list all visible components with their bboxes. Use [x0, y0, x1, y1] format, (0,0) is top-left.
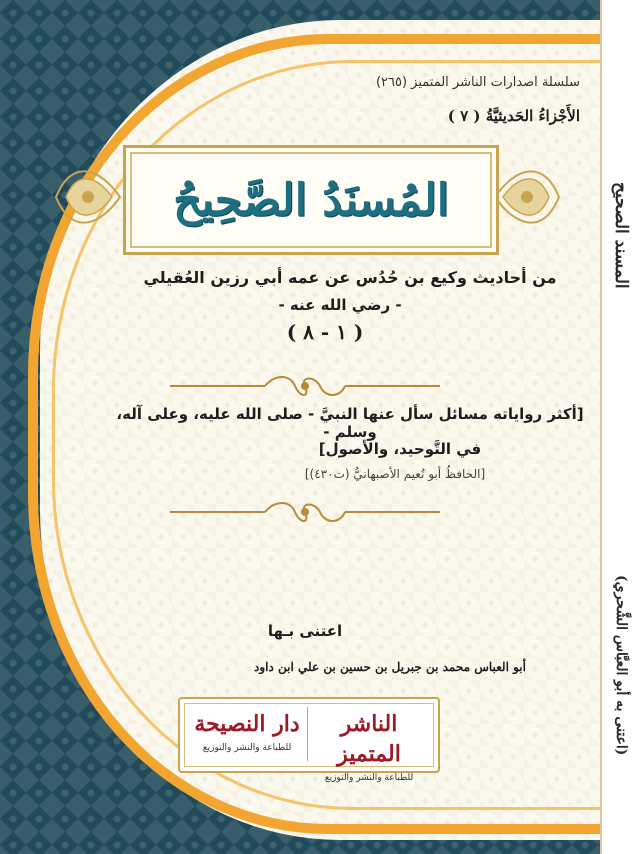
left-ornament-icon	[52, 148, 122, 246]
juz-line: الأَجْزاءُ الحَديثيَّةُ ( ٧ )	[447, 107, 580, 125]
hadith-range: ( ١ - ٨ )	[286, 320, 364, 344]
publisher-name: الناشر المتميز	[337, 711, 401, 767]
section-line-2: في التَّوحيد، والأصول]	[318, 440, 482, 458]
subtitle: من أحاديث وكيع بن حُدُس عن عمه أبي رزين العُقيلي	[143, 268, 557, 287]
publisher-tagline: للطباعة والنشر والتوزيع	[202, 743, 292, 753]
ornamental-divider-icon	[170, 372, 440, 400]
editor-name: أبو العباس محمد بن جبريل بن حسين بن علي ابن داود	[254, 660, 526, 674]
section-line-3: [الحافظُ أبو نُعيم الأصبهانيُّ (ت٤٣٠)]	[304, 467, 486, 481]
publisher-name: دار النصيحة	[194, 711, 300, 737]
ornamental-divider-icon	[170, 498, 440, 526]
spine-credit: (اعتنى به أبو العبَّاس الشَّحري)	[613, 574, 629, 756]
publishers-box	[178, 697, 440, 783]
spine-title: المسند الصحيح	[611, 181, 631, 289]
section-line-1: [أكثر رواياته مسائل سأل عنها النبيَّ - صلى الله عليه، وعلى آله، وسلم -	[116, 405, 584, 441]
radhi-line: - رضي الله عنه -	[278, 296, 402, 314]
book-spine	[600, 0, 638, 854]
publisher-dar-nasiha	[188, 709, 306, 753]
attended-label: اعتنى بـها	[267, 622, 343, 640]
title-frame	[123, 145, 499, 255]
book-title: المُسنَدُ الصَّحِيحُ	[173, 174, 449, 226]
publisher-separator	[307, 707, 308, 761]
publisher-mutamayyiz	[310, 709, 428, 783]
series-line: سلسلة اصدارات الناشر المتميز (٢٦٥)	[375, 75, 580, 90]
publisher-tagline: للطباعة والنشر والتوزيع	[324, 773, 414, 783]
right-ornament-icon	[493, 148, 563, 246]
